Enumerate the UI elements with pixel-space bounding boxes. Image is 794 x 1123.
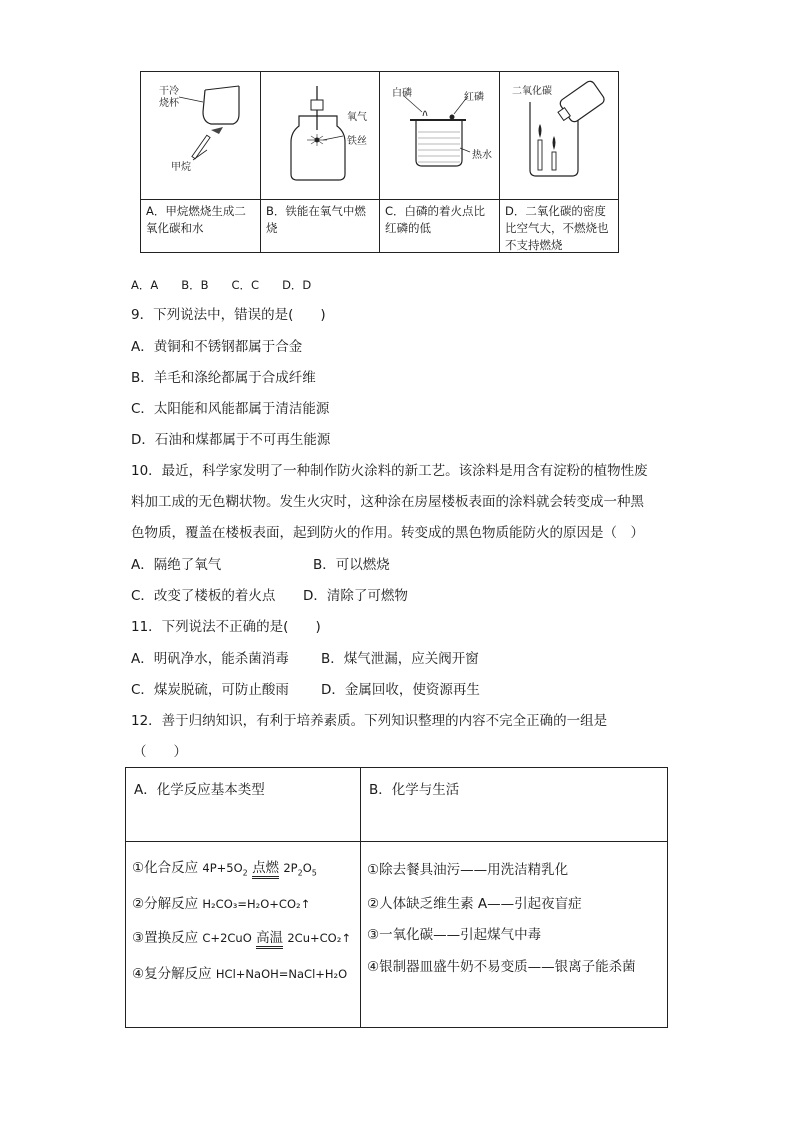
- q8-options: A．A B．B C．C D．D: [131, 278, 312, 292]
- q11-option-a: A．明矾净水，能杀菌消毒: [131, 651, 289, 667]
- reaction-4-equation: HCl+NaOH=NaCl+H₂O: [215, 967, 348, 981]
- life-item-2: ②人体缺乏维生素 A——引起夜盲症: [367, 896, 582, 912]
- q11-option-c: C．煤炭脱硫，可防止酸雨: [131, 682, 289, 698]
- header-a-text: A．化学反应基本类型: [134, 782, 265, 798]
- reaction-row-3: [132, 928, 351, 949]
- header-b-text: B．化学与生活: [369, 782, 460, 798]
- caption-c: C．白磷的着火点比红磷的低: [380, 199, 500, 253]
- reaction-2-label: ②分解反应: [132, 896, 199, 912]
- co2-label: 二氧化碳: [512, 86, 552, 97]
- red-phosphorus-label: 红磷: [464, 92, 484, 103]
- knowledge-table: [125, 767, 668, 1028]
- q9-option-d: D．石油和煤都属于不可再生能源: [131, 432, 331, 448]
- reaction-3-reactants: C+2CuO: [202, 931, 252, 945]
- reaction-1-reactants: $4P+5O_2$: [202, 861, 248, 878]
- cell-b-life: [361, 842, 667, 1027]
- white-phosphorus-label: 白磷: [392, 88, 412, 99]
- hot-water-label: 热水: [472, 150, 492, 161]
- table-header-a: [126, 768, 361, 842]
- reaction-row-2: [132, 894, 310, 914]
- reaction-1-products: $2P_2O_5$: [283, 861, 317, 878]
- q11-option-b: B．煤气泄漏，应关阀开窗: [321, 651, 479, 667]
- figure-cell-c: [380, 72, 500, 199]
- life-item-4: ④银制器皿盛牛奶不易变质——银离子能杀菌: [367, 959, 636, 975]
- reaction-row-4: [132, 964, 347, 984]
- q9-stem: 9．下列说法中，错误的是( ): [131, 307, 326, 323]
- reaction-2-equation: H₂CO₃=H₂O+CO₂↑: [202, 897, 311, 911]
- cold-beaker-label: 干冷 烧杯: [159, 86, 179, 109]
- reaction-3-label: ③置换反应: [132, 930, 199, 946]
- reaction-4-label: ④复分解反应: [132, 966, 212, 982]
- figure-cell-d: [500, 72, 618, 199]
- q9-option-b: B．羊毛和涤纶都属于合成纤维: [131, 370, 316, 386]
- caption-a: A．甲烷燃烧生成二氧化碳和水: [141, 199, 261, 253]
- q11-stem: 11．下列说法不正确的是( ): [131, 619, 321, 635]
- methane-label: 甲烷: [171, 162, 191, 173]
- caption-d: D．二氧化碳的密度比空气大，不燃烧也不支持燃烧: [500, 199, 618, 253]
- caption-b: B．铁能在氧气中燃烧: [261, 199, 380, 253]
- q11-option-d: D．金属回收，使资源再生: [321, 682, 480, 698]
- reaction-row-1: [132, 858, 317, 883]
- q10-line-2: 料加工成的无色糊状物。发生火灾时，这种涂在房屋楼板表面的涂料就会转变成一种黑: [131, 494, 644, 510]
- cell-a-reactions: [126, 842, 361, 1027]
- life-item-1: ①除去餐具油污——用洗洁精乳化: [367, 862, 569, 878]
- reaction-3-products: 2Cu+CO₂↑: [287, 931, 351, 945]
- q10-option-d: D．清除了可燃物: [303, 588, 408, 604]
- q10-option-a: A．隔绝了氧气: [131, 557, 222, 573]
- q10-option-b: B．可以燃烧: [313, 557, 390, 573]
- reaction-3-condition: 高温: [256, 930, 283, 949]
- q12-stem: 12．善于归纳知识，有利于培养素质。下列知识整理的内容不完全正确的一组是: [131, 713, 608, 729]
- q9-option-c: C．太阳能和风能都属于清洁能源: [131, 401, 330, 417]
- figure-cell-a: [141, 72, 261, 199]
- table-header-b: [361, 768, 667, 842]
- q10-option-c: C．改变了楼板的着火点: [131, 588, 276, 604]
- reaction-1-condition: 点燃: [252, 860, 279, 879]
- q10-line-1: 10．最近，科学家发明了一种制作防火涂料的新工艺。该涂料是用含有淀粉的植物性废: [131, 463, 648, 479]
- q10-line-3: 色物质，覆盖在楼板表面，起到防火的作用。转变成的黑色物质能防火的原因是（ ）: [131, 525, 644, 541]
- q12-answer-paren: （ ）: [133, 744, 187, 760]
- life-item-3: ③一氧化碳——引起煤气中毒: [367, 927, 542, 943]
- oxygen-label: 氧气: [347, 112, 367, 123]
- q9-option-a: A．黄铜和不锈钢都属于合金: [131, 339, 303, 355]
- iron-wire-label: 铁丝: [347, 136, 367, 147]
- figure-cell-b: [261, 72, 380, 199]
- reaction-1-label: ①化合反应: [132, 860, 199, 876]
- experiment-figure-table: [140, 71, 619, 253]
